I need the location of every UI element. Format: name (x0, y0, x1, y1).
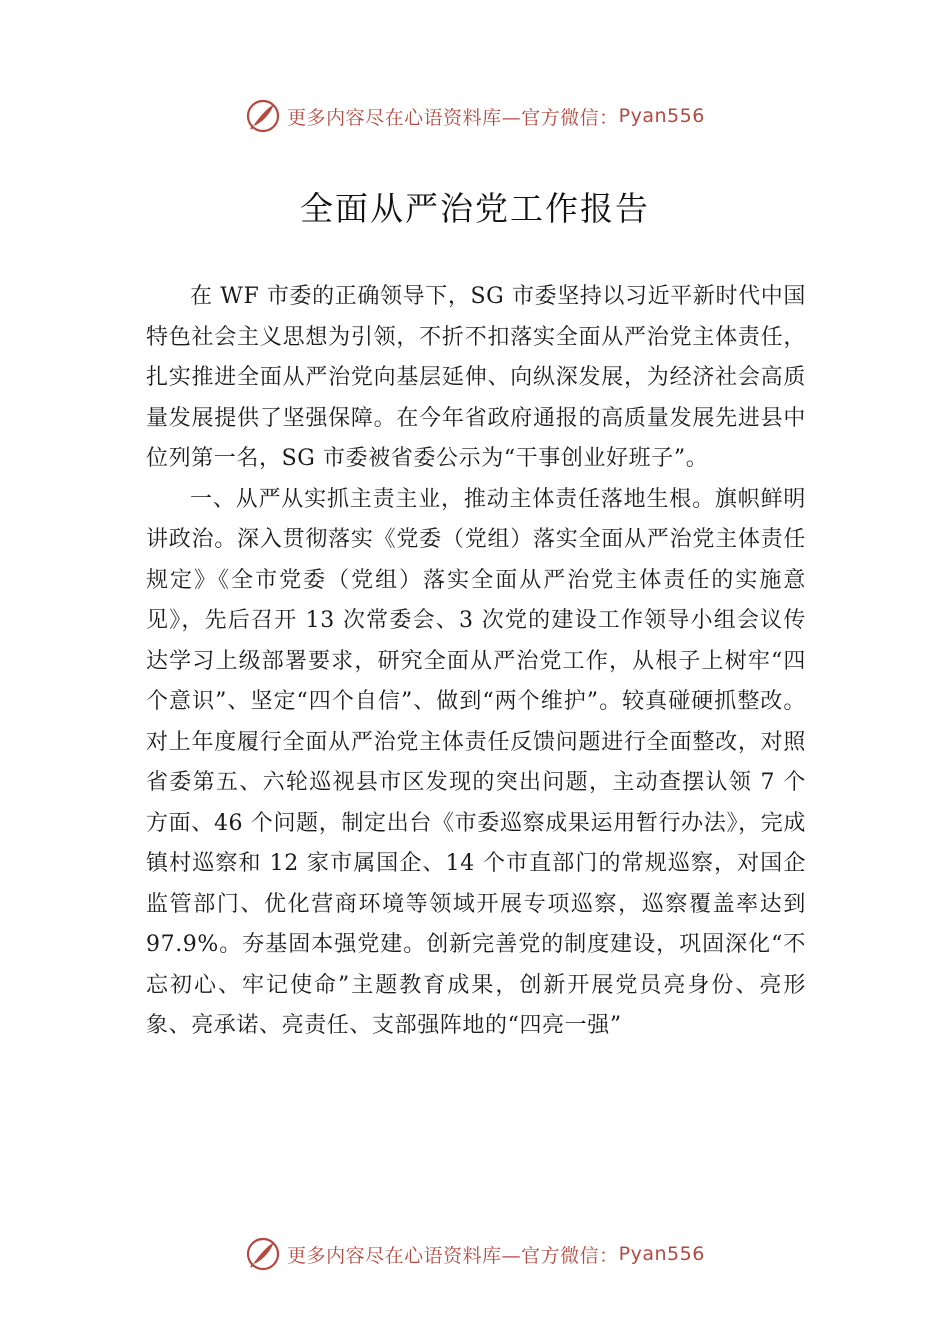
footer-watermark (0, 1234, 950, 1274)
document-body (146, 277, 806, 1047)
quill-pen-logo-icon (245, 98, 281, 134)
paragraph-section-one: 一、从严从实抓主责主业，推动主体责任落地生根。旗帜鲜明讲政治。深入贯彻落实《党委（党组）落实全面从严治党主体责任规定》《全市党委（党组）落实全面从严治党主体责任的实施意见》，先后召开 13 次常委会、3 次党的建设工作领导小组会议传达学习上级部署要求，研究全面从严治党工作，从根子上树牢“四个意识”、坚定“四个自信”、做到“两个维护”。较真碰硬抓整改。对上年度履行全面从严治党主体责任反馈问题进行全面整改，对照省委第五、六轮巡视县市区发现的突出问题，主动查摆认领 7 个方面、46 个问题，制定出台《市委巡察成果运用暂行办法》，完成镇村巡察和 12 家市属国企、14 个市直部门的常规巡察，对国企监管部门、优化营商环境等领域开展专项巡察，巡察覆盖率达到 97.9%。夯基固本强党建。创新完善党的制度建设，巩固深化“不忘初心、牢记使命”主题教育成果，创新开展党员亮身份、亮形象、亮承诺、亮责任、支部强阵地的“四亮一强” (146, 486, 806, 1038)
paragraph-intro: 在 WF 市委的正确领导下，SG 市委坚持以习近平新时代中国特色社会主义思想为引领，不折不扣落实全面从严治党主体责任，扎实推进全面从严治党向基层延伸、向纵深发展，为经济社会高质量发展提供了坚强保障。在今年省政府通报的高质量发展先进县中位列第一名，SG 市委被省委公示为“干事创业好班子”。 (146, 284, 806, 471)
document-title: 全面从严治党工作报告 (300, 189, 650, 228)
watermark-wechat-id: Pyan556 (618, 1243, 705, 1265)
header-watermark (0, 96, 950, 136)
watermark-wechat-id: Pyan556 (618, 105, 705, 127)
watermark-text: 更多内容尽在心语资料库—官方微信： (287, 106, 619, 129)
quill-pen-logo-icon (245, 1236, 281, 1272)
watermark-text: 更多内容尽在心语资料库—官方微信： (287, 1244, 619, 1267)
